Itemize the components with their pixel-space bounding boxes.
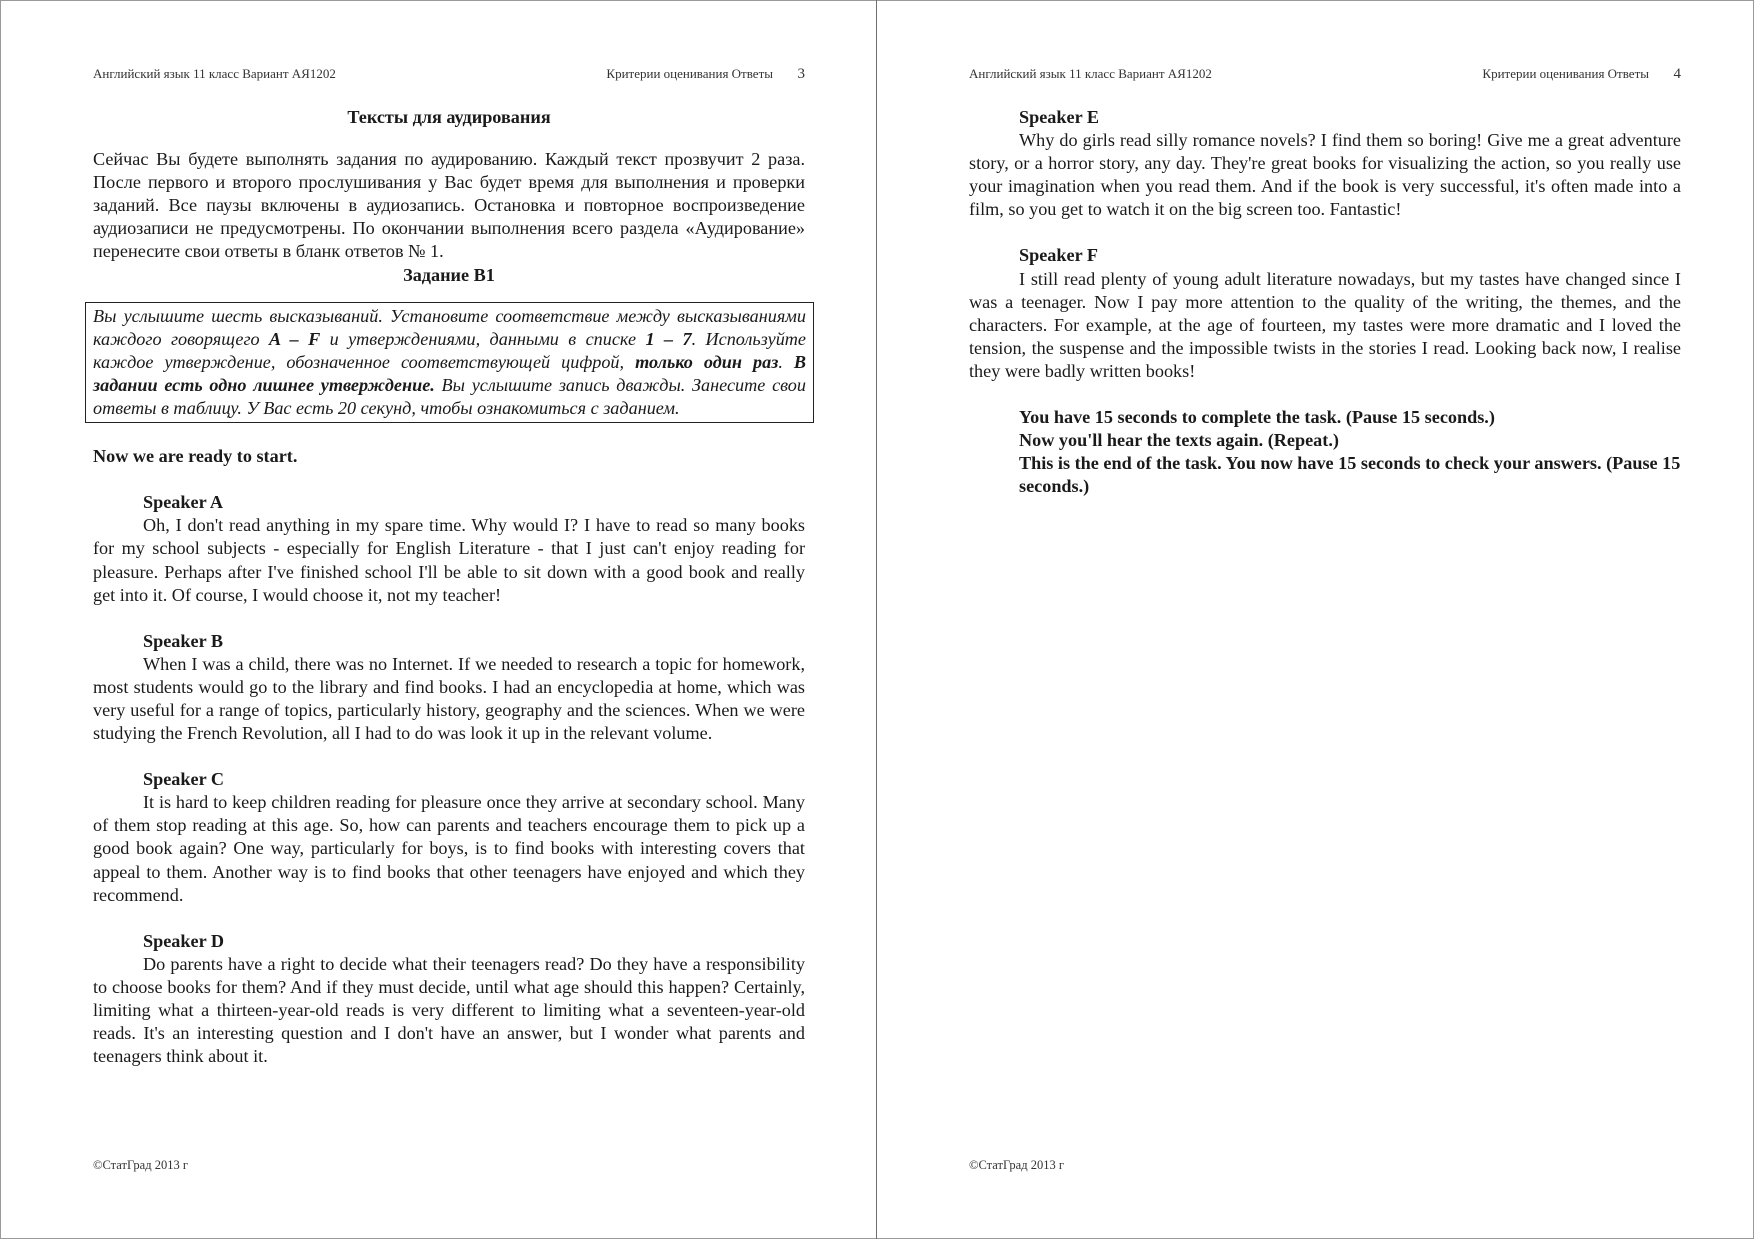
speaker-text: When I was a child, there was no Internet. If we needed to research a topic for homework, most students would go to the library and find books. I had an encyclopedia at home, which was very useful for a range of topics, particularly history, geography and the sciences. When we were studying the French Revolution, all I had to do was look it up in the relevant volume. — [93, 653, 805, 744]
footer-copyright: ©СтатГрад 2013 г — [969, 1158, 1064, 1172]
content-right — [969, 106, 1681, 498]
speaker-label: Speaker C — [143, 769, 225, 790]
content-left — [93, 106, 805, 1068]
task-emphasis: только один раз — [635, 351, 779, 372]
running-head-right — [969, 66, 1681, 86]
ready-line: Now we are ready to start. — [93, 446, 298, 467]
speaker-block — [969, 106, 1681, 221]
speaker-text: It is hard to keep children reading for pleasure once they arrive at secondary school. Many of them stop reading at this age. So, how can parents and teachers encourage them to pick up a good book again? One way, particularly for boys, is to find books with interesting covers that appeal to them. Another way is to find books that other teenagers have enjoyed and which they recommend. — [93, 792, 805, 905]
speaker-label: Speaker B — [143, 630, 224, 651]
task-text: Вы услышите шесть высказываний. Установите соответствие между высказываниями каждого говорящего — [93, 305, 806, 349]
speaker-label: Speaker D — [143, 930, 225, 951]
running-head-left — [93, 66, 805, 86]
speaker-text: Do parents have a right to decide what their teenagers read? Do they have a responsibility to choose books for them? And if they must decide, until what age should this happen? Certainly, limiting what a thirteen-year-old reads is very different to limiting what a seventeen-year-old reads. It's an interesting question and I don't have an answer, but I wonder what parents and teenagers think about it. — [93, 953, 805, 1067]
task-text: . Используйте каждое утверждение, обозначенное соответствующей цифрой, — [93, 328, 807, 372]
speaker-text: Oh, I don't read anything in my spare time. Why would I? I have to read so many books for my school subjects - especially for English Literature - that I just can't enjoy reading for pleasure. Perhaps after I've finished school I'll be able to sit down with a good book and really get into it. Of course, I would choose it, not my teacher! — [93, 515, 805, 605]
header-subject: Английский язык 11 класс Вариант АЯ1202 — [93, 66, 336, 81]
instruction-line: Now you'll hear the texts again. (Repeat.) — [1019, 430, 1339, 451]
task-title: Задание B1 — [403, 264, 495, 285]
page-divider — [876, 0, 877, 1239]
instruction-line: This is the end of the task. You now have 15 seconds to check your answers. (Pause 15 seconds.) — [1019, 453, 1681, 497]
page-left — [93, 0, 813, 1239]
page-number: 4 — [1673, 66, 1681, 82]
speaker-label: Speaker E — [1019, 107, 1100, 127]
task-text: Вы услышите запись дважды. Занесите свои ответы в таблицу. У Вас есть 20 секунд, чтобы ознакомиться с заданием. — [93, 374, 806, 419]
task-instructions-box — [85, 302, 814, 423]
task-statements-range: 1 – 7 — [645, 328, 692, 349]
task-speakers-range: A – F — [269, 328, 321, 349]
speaker-text: I still read plenty of young adult literature nowadays, but my tastes have changed since I was a teenager. Now I pay more attention to the quality of the writing, the themes, and the characters. For example, at the age of fourteen, my tastes were more dramatic and I loved the tension, the suspense and the impossible twists in the stories I read. Looking back now, I realise they were badly written books! — [969, 268, 1681, 381]
speaker-label: Speaker F — [1019, 245, 1098, 266]
speaker-block — [93, 930, 805, 1069]
speaker-block — [93, 768, 805, 907]
task-text: и утверждениями, данными в списке — [320, 328, 646, 349]
header-section: Критерии оценивания Ответы — [606, 66, 773, 81]
speaker-block — [969, 244, 1681, 383]
page-number: 3 — [797, 66, 805, 82]
instruction-line: You have 15 seconds to complete the task. (Pause 15 seconds.) — [1019, 407, 1495, 428]
page-right — [969, 0, 1689, 1239]
header-subject: Английский язык 11 класс Вариант АЯ1202 — [969, 66, 1212, 81]
speaker-block — [93, 491, 805, 606]
speaker-text: Why do girls read silly romance novels? I find them so boring! Give me a great adventure story, or a horror story, any day. They're great books for visualizing the action, so you really use your imagination when you read them. And if the book is very successful, it's often made into a film, so you get to watch it on the big screen too. Fantastic! — [969, 130, 1681, 220]
task-text: . — [778, 351, 794, 372]
page-title: Тексты для аудирования — [347, 107, 551, 127]
speaker-block — [93, 630, 805, 745]
header-section: Критерии оценивания Ответы — [1482, 66, 1649, 81]
footer-copyright: ©СтатГрад 2013 г — [93, 1158, 188, 1172]
intro-paragraph: Сейчас Вы будете выполнять задания по аудированию. Каждый текст прозвучит 2 раза. После первого и второго прослушивания у Вас будет время для выполнения и проверки заданий. Все паузы включены в аудиозапись. Остановка и повторное воспроизведение аудиозаписи не предусмотрены. По окончании выполнения всего раздела «Аудирование» перенесите свои ответы в бланк ответов № 1. — [93, 149, 805, 262]
speaker-label: Speaker A — [143, 492, 224, 513]
task-emphasis: В задании есть одно лишнее утверждение. — [93, 351, 807, 395]
